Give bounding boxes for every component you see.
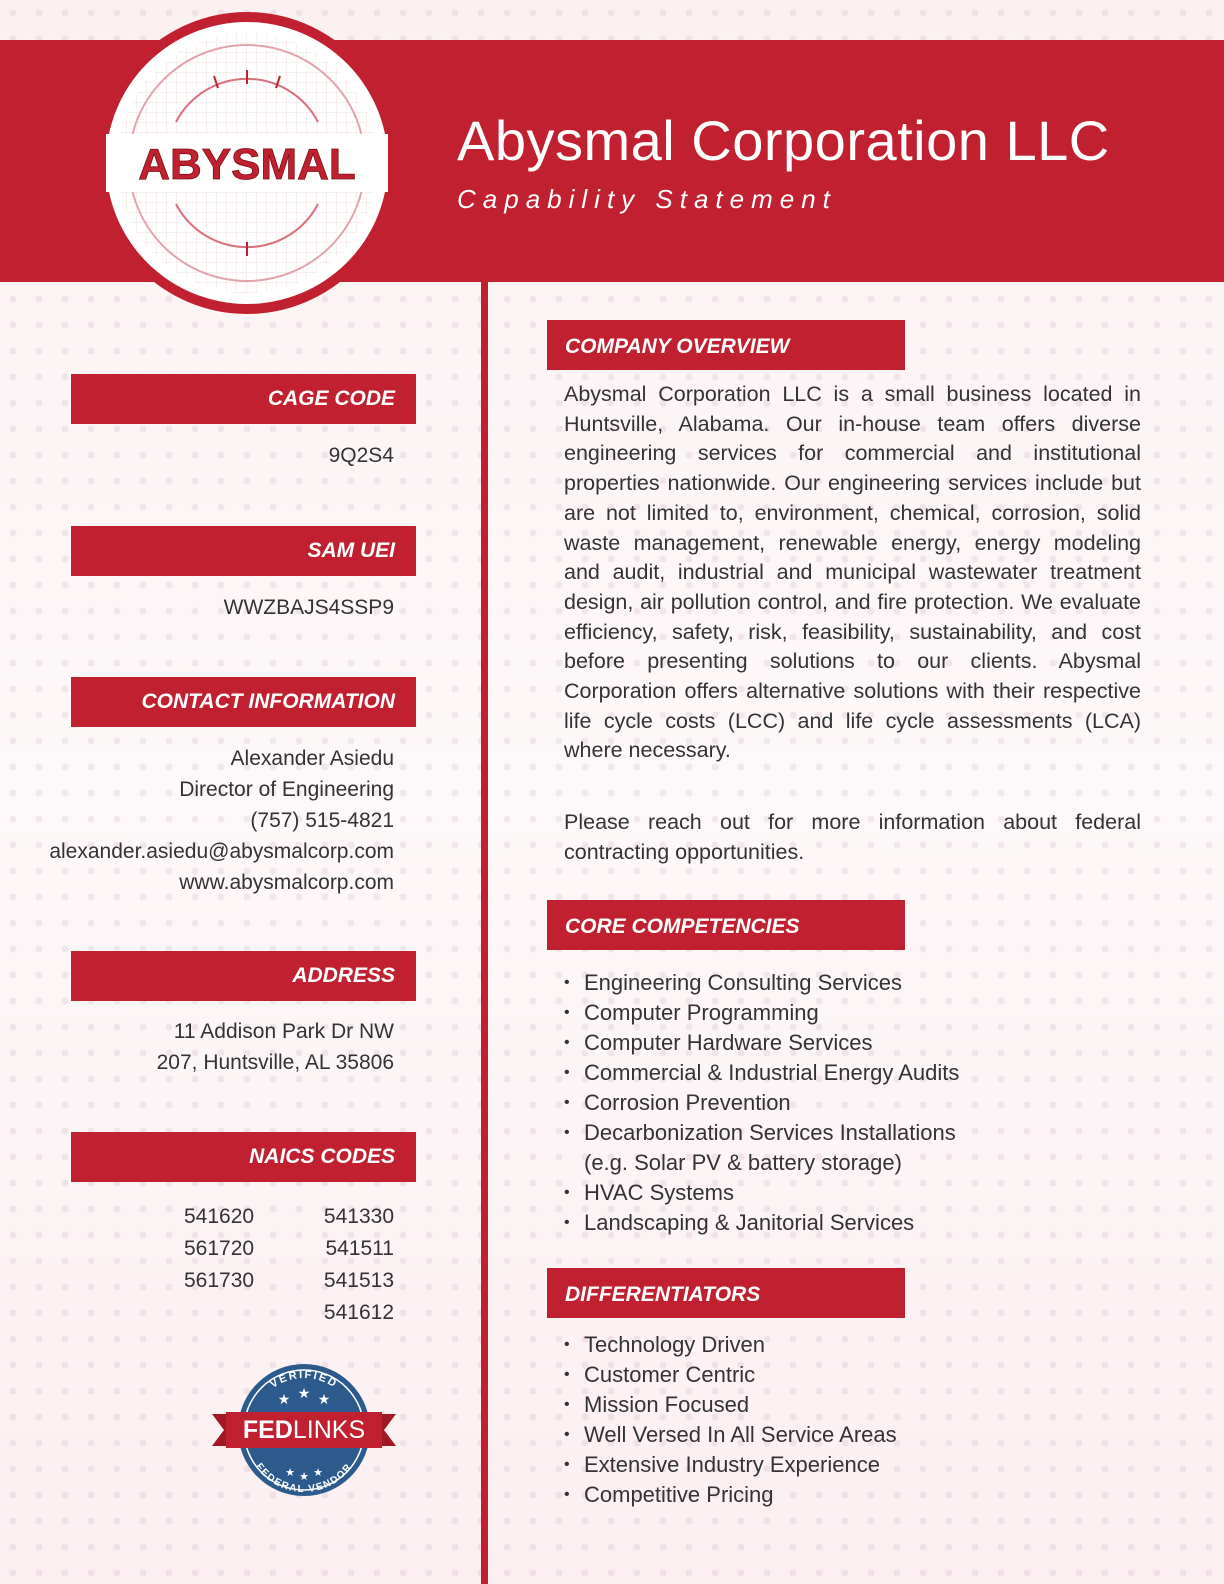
contact-role: Director of Engineering [179, 778, 394, 801]
list-item: • Corrosion Prevention [564, 1088, 1144, 1118]
contact-email[interactable]: alexander.asiedu@abysmalcorp.com [49, 840, 394, 863]
list-item-subtext: (e.g. Solar PV & battery storage) [584, 1150, 902, 1175]
list-item: • Mission Focused [564, 1390, 1144, 1420]
overview-paragraph-1: Abysmal Corporation LLC is a small business located in Huntsville, Alabama. Our in-house team offers diverse engineering services for commercial and institutional properties nationwide. Our engineering services include but are not limited to, environment, chemical, corrosion, solid waste management, renewable energy, energy modeling and audit, industrial and municipal wastewater treatment design, air pollution control, and fire protection. We evaluate efficiency, safety, risk, feasibility, sustainability, and cost before presenting solutions to our clients. Abysmal Corporation offers alternative solutions with their respective life cycle costs (LCC) and life cycle assessments (LCA) where necessary. [564, 382, 1141, 763]
svg-text:FEDLINKS [243, 1416, 365, 1444]
naics-code: 541511 [325, 1237, 394, 1260]
sam-uei-value: WWZBAJS4SSP9 [223, 596, 394, 619]
list-item: • Computer Programming [564, 998, 1144, 1028]
company-title: Abysmal Corporation LLC [457, 109, 1110, 172]
list-item: • Commercial & Industrial Energy Audits [564, 1058, 1144, 1088]
overview-heading: COMPANY OVERVIEW [547, 320, 905, 370]
svg-text:★: ★ [285, 1467, 295, 1479]
naics-code: 541620 [184, 1205, 255, 1228]
svg-text:★: ★ [277, 1391, 291, 1407]
list-item: • Technology Driven [564, 1330, 1144, 1360]
address-heading: ADDRESS [71, 951, 416, 1001]
list-item: • Computer Hardware Services [564, 1028, 1144, 1058]
differentiators-heading: DIFFERENTIATORS [547, 1268, 905, 1318]
contact-heading: CONTACT INFORMATION [71, 677, 416, 727]
contact-block [30, 743, 394, 898]
list-item: • Decarbonization Services Installations (e.g. Solar PV & battery storage) [564, 1118, 1144, 1178]
naics-code: 561720 [184, 1237, 255, 1260]
list-item: • HVAC Systems [564, 1178, 1144, 1208]
list-item: • Competitive Pricing [564, 1480, 1144, 1510]
document-subtitle: Capability Statement [457, 184, 837, 214]
naics-code: 541612 [323, 1301, 394, 1324]
svg-text:★: ★ [317, 1391, 331, 1407]
fedlinks-badge [212, 1362, 396, 1498]
badge-bottom-text: FEDERAL VENDOR [253, 1461, 355, 1496]
svg-text:★: ★ [299, 1471, 309, 1483]
contact-phone[interactable]: (757) 515-4821 [250, 809, 394, 832]
list-item: • Extensive Industry Experience [564, 1450, 1144, 1480]
badge-top-text: VERIFIED [267, 1368, 340, 1391]
address-block [30, 1016, 394, 1078]
address-line-1: 11 Addison Park Dr NW [173, 1020, 394, 1043]
column-divider [481, 282, 488, 1584]
company-logo [106, 22, 388, 304]
naics-heading: NAICS CODES [71, 1132, 416, 1182]
contact-name: Alexander Asiedu [230, 747, 394, 770]
address-line-2: 207, Huntsville, AL 35806 [156, 1051, 394, 1074]
naics-code: 541330 [323, 1205, 394, 1228]
overview-paragraph-2: Please reach out for more information about federal contracting opportunities. [564, 810, 1141, 864]
list-item: • Customer Centric [564, 1360, 1144, 1390]
svg-text:★: ★ [313, 1467, 323, 1479]
contact-website[interactable]: www.abysmalcorp.com [179, 871, 394, 894]
naics-code: 541513 [323, 1269, 394, 1292]
badge-name-bold: FED [242, 1416, 293, 1444]
naics-code: 561730 [184, 1269, 255, 1292]
cage-code-value: 9Q2S4 [328, 444, 394, 467]
badge-name-rest: LINKS [292, 1416, 366, 1444]
competencies-list [564, 968, 1144, 1238]
cage-code-heading: CAGE CODE [71, 374, 416, 424]
sam-uei-heading: SAM UEI [71, 526, 416, 576]
list-item: • Engineering Consulting Services [564, 968, 1144, 998]
list-item: • Well Versed In All Service Areas [564, 1420, 1144, 1450]
svg-text:★: ★ [297, 1385, 311, 1401]
logo-wordmark: ABYSMAL [138, 140, 356, 189]
naics-codes [150, 1201, 394, 1329]
differentiators-list [564, 1330, 1144, 1510]
competencies-heading: CORE COMPETENCIES [547, 900, 905, 950]
list-item: • Landscaping & Janitorial Services [564, 1208, 1144, 1238]
